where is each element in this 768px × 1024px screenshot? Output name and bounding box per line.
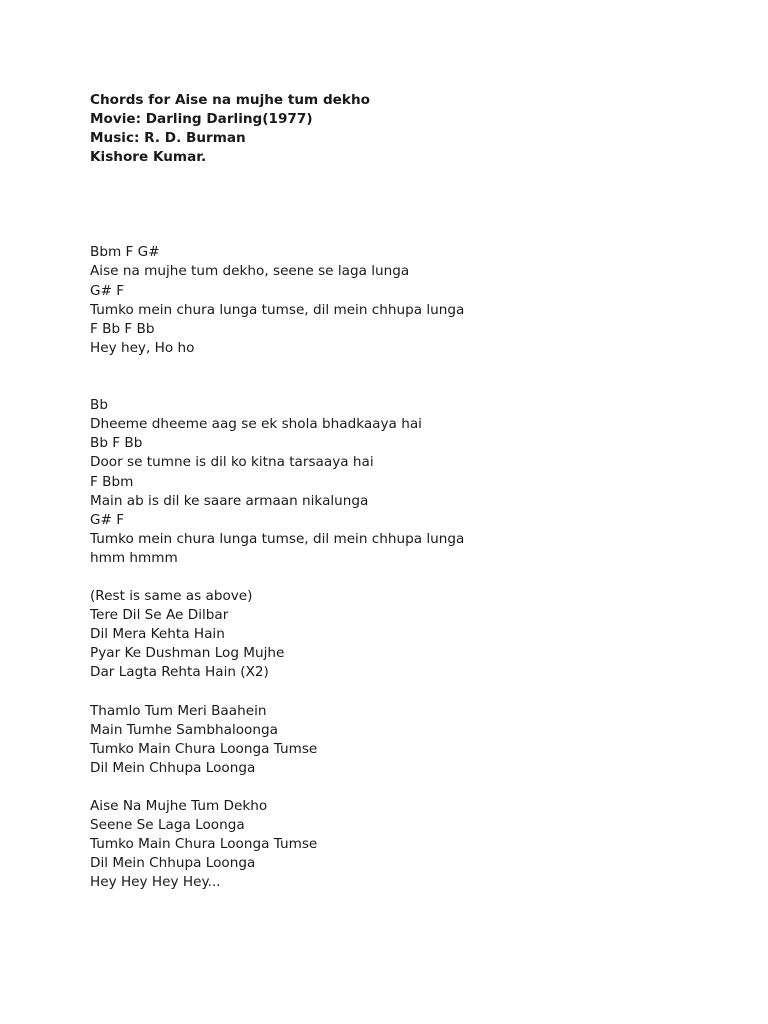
spacer	[90, 358, 730, 396]
music-info: Music: R. D. Burman	[90, 130, 246, 147]
verse-section	[90, 396, 730, 568]
lyric-line: Dil Mera Kehta Hain	[90, 626, 225, 643]
verse-section	[90, 702, 730, 778]
chord-line: G# F	[90, 282, 125, 299]
lyric-line: Tumko mein chura lunga tumse, dil mein chhupa lunga	[90, 530, 465, 547]
song-header	[90, 91, 730, 167]
lyric-line: Tumko mein chura lunga tumse, dil mein chhupa lunga	[90, 301, 465, 318]
lyric-line: Hey hey, Ho ho	[90, 339, 195, 356]
lyric-line: Dil Mein Chhupa Loonga	[90, 855, 256, 872]
lyric-line: Main Tumhe Sambhaloonga	[90, 721, 278, 738]
spacer	[90, 568, 730, 587]
lyric-line: Tere Dil Se Ae Dilbar	[90, 607, 229, 624]
verse-section	[90, 587, 730, 682]
lyric-line: Dil Mein Chhupa Loonga	[90, 759, 256, 776]
verse-section	[90, 243, 730, 358]
document-page	[90, 91, 730, 893]
lyric-line: Main ab is dil ke saare armaan nikalunga	[90, 492, 369, 509]
lyric-line: Tumko Main Chura Loonga Tumse	[90, 836, 318, 853]
lyric-line: Thamlo Tum Meri Baahein	[90, 702, 267, 719]
note-line: (Rest is same as above)	[90, 588, 253, 605]
spacer	[90, 683, 730, 702]
chord-line: G# F	[90, 511, 125, 528]
lyric-line: Aise Na Mujhe Tum Dekho	[90, 798, 268, 815]
song-title: Chords for Aise na mujhe tum dekho	[90, 92, 370, 108]
lyric-line: Door se tumne is dil ko kitna tarsaaya hai	[90, 454, 374, 471]
lyric-line: Dheeme dheeme aag se ek shola bhadkaaya hai	[90, 416, 422, 433]
chord-line: F Bbm	[90, 473, 134, 490]
spacer	[90, 778, 730, 797]
movie-info: Movie: Darling Darling(1977)	[90, 111, 313, 128]
lyric-line: Hey Hey Hey Hey...	[90, 874, 221, 891]
chord-line: F Bb F Bb	[90, 320, 155, 337]
lyric-line: Tumko Main Chura Loonga Tumse	[90, 740, 318, 757]
chord-line: Bbm F G#	[90, 244, 160, 261]
lyric-line: Seene Se Laga Loonga	[90, 817, 245, 834]
verse-section	[90, 797, 730, 892]
lyric-line: Aise na mujhe tum dekho, seene se laga lunga	[90, 263, 410, 280]
spacer	[90, 167, 730, 243]
lyric-line: Dar Lagta Rehta Hain (X2)	[90, 664, 269, 681]
lyric-line: hmm hmmm	[90, 549, 178, 566]
singer-info: Kishore Kumar.	[90, 149, 207, 166]
chord-line: Bb F Bb	[90, 435, 143, 452]
lyric-line: Pyar Ke Dushman Log Mujhe	[90, 645, 285, 662]
chord-line: Bb	[90, 397, 108, 414]
